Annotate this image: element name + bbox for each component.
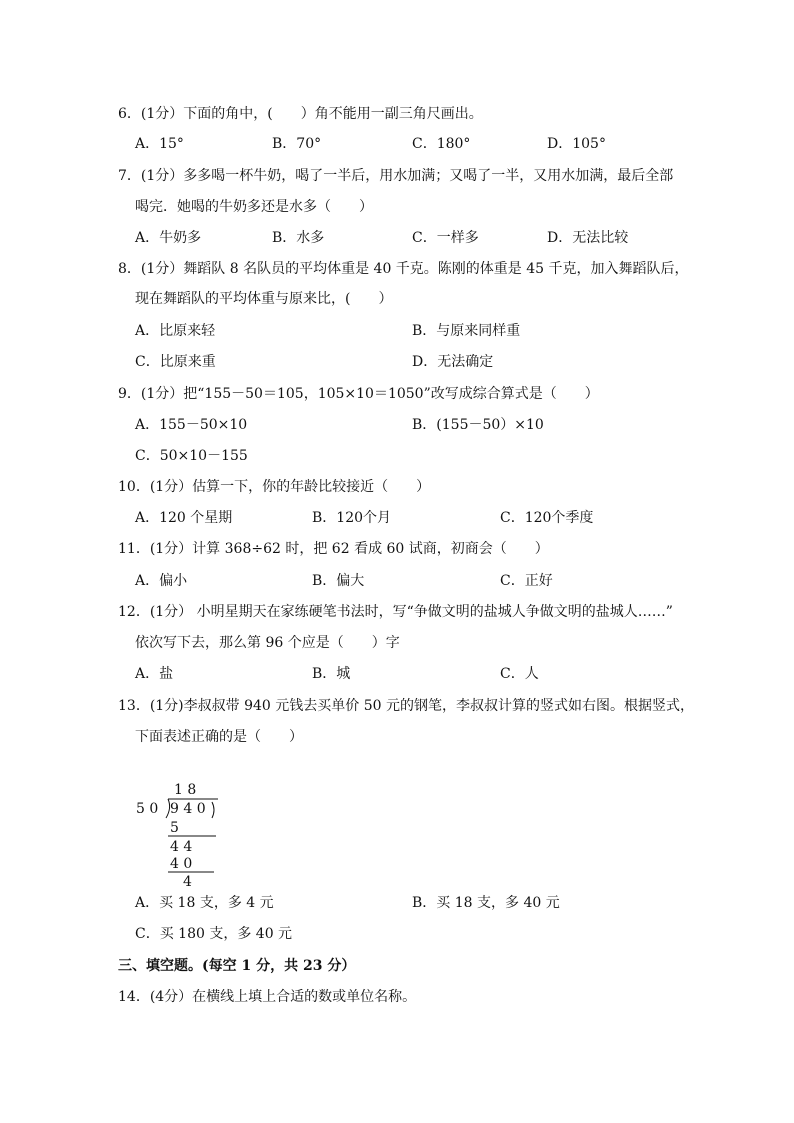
division-dividend: 9 4 0 [170,801,206,817]
long-division-diagram [128,780,238,890]
division-strike-mark [212,802,214,818]
q8-option-b[interactable]: B．与原来同样重 [412,323,521,339]
question-12-text-2: 依次写下去，那么第 96 个应是（ ）字 [135,635,400,651]
q7-option-a[interactable]: A．牛奶多 [135,230,202,246]
question-13-text-2: 下面表述正确的是（ ） [135,729,303,745]
division-divisor: 5 0 [136,801,159,817]
q6-option-c[interactable]: C．180° [412,136,471,152]
question-14-text: 14．(4分）在横线上填上合适的数或单位名称。 [118,989,417,1005]
question-8-text: 8．(1分）舞蹈队 8 名队员的平均体重是 40 千克。陈刚的体重是 45 千克，加入舞蹈队后， [118,261,689,277]
q6-option-d[interactable]: D．105° [547,136,606,152]
section-3-heading: 三、填空题。(每空 1 分，共 23 分） [118,958,356,974]
question-11-text: 11．(1分）计算 368÷62 时，把 62 看成 60 试商，初商会（ ） [118,541,549,557]
question-8-text-2: 现在舞蹈队的平均体重与原来比，( ） [135,291,393,307]
question-7-text-2: 喝完．她喝的牛奶多还是水多（ ） [135,199,373,215]
q13-option-c[interactable]: C．买 180 支，多 40 元 [135,926,293,942]
q6-option-a[interactable]: A．15° [135,136,184,152]
q6-option-b[interactable]: B．70° [272,136,322,152]
q11-option-c[interactable]: C．正好 [500,573,553,589]
q8-option-d[interactable]: D．无法确定 [412,354,494,370]
question-12-text: 12．(1分） 小明星期天在家练硬笔书法时，写“争做文明的盐城人争做文明的盐城人……” [118,604,673,620]
q9-option-b[interactable]: B．(155－50）×10 [412,417,544,433]
division-product-2: 4 0 [170,856,193,872]
division-remainder-2: 4 [183,874,192,890]
q10-option-a[interactable]: A．120 个星期 [135,510,233,526]
q7-option-b[interactable]: B．水多 [272,230,325,246]
q8-option-c[interactable]: C．比原来重 [135,354,216,370]
q7-option-d[interactable]: D．无法比较 [547,230,629,246]
q11-option-a[interactable]: A．偏小 [135,573,188,589]
q7-option-c[interactable]: C．一样多 [412,230,479,246]
q13-option-b[interactable]: B．买 18 支，多 40 元 [412,895,560,911]
question-9-text: 9．(1分）把“155－50＝105，105×10＝1050”改写成综合算式是（ ） [118,386,599,402]
q12-option-a[interactable]: A．盐 [135,666,174,682]
q9-option-c[interactable]: C．50×10－155 [135,448,248,464]
division-product-1: 5 [170,820,179,836]
question-6-text: 6．(1分）下面的角中，( ）角不能用一副三角尺画出。 [118,106,483,122]
division-quotient: 1 8 [174,782,197,798]
q11-option-b[interactable]: B．偏大 [312,573,365,589]
q8-option-a[interactable]: A．比原来轻 [135,323,216,339]
q9-option-a[interactable]: A．155－50×10 [135,417,248,433]
division-remainder-1: 4 4 [170,839,193,855]
question-10-text: 10．(1分）估算一下，你的年龄比较接近（ ） [118,479,431,495]
q13-option-a[interactable]: A．买 18 支，多 4 元 [135,895,274,911]
question-7-text: 7．(1分）多多喝一杯牛奶，喝了一半后，用水加满；又喝了一半，又用水加满，最后全部 [118,168,674,184]
q12-option-c[interactable]: C．人 [500,666,539,682]
q10-option-c[interactable]: C．120个季度 [500,510,594,526]
q12-option-b[interactable]: B．城 [312,666,351,682]
q10-option-b[interactable]: B．120个月 [312,510,392,526]
question-13-text: 13．(1分)李叔叔带 940 元钱去买单价 50 元的钢笔，李叔叔计算的竖式如右图。根据竖式， [118,698,694,714]
